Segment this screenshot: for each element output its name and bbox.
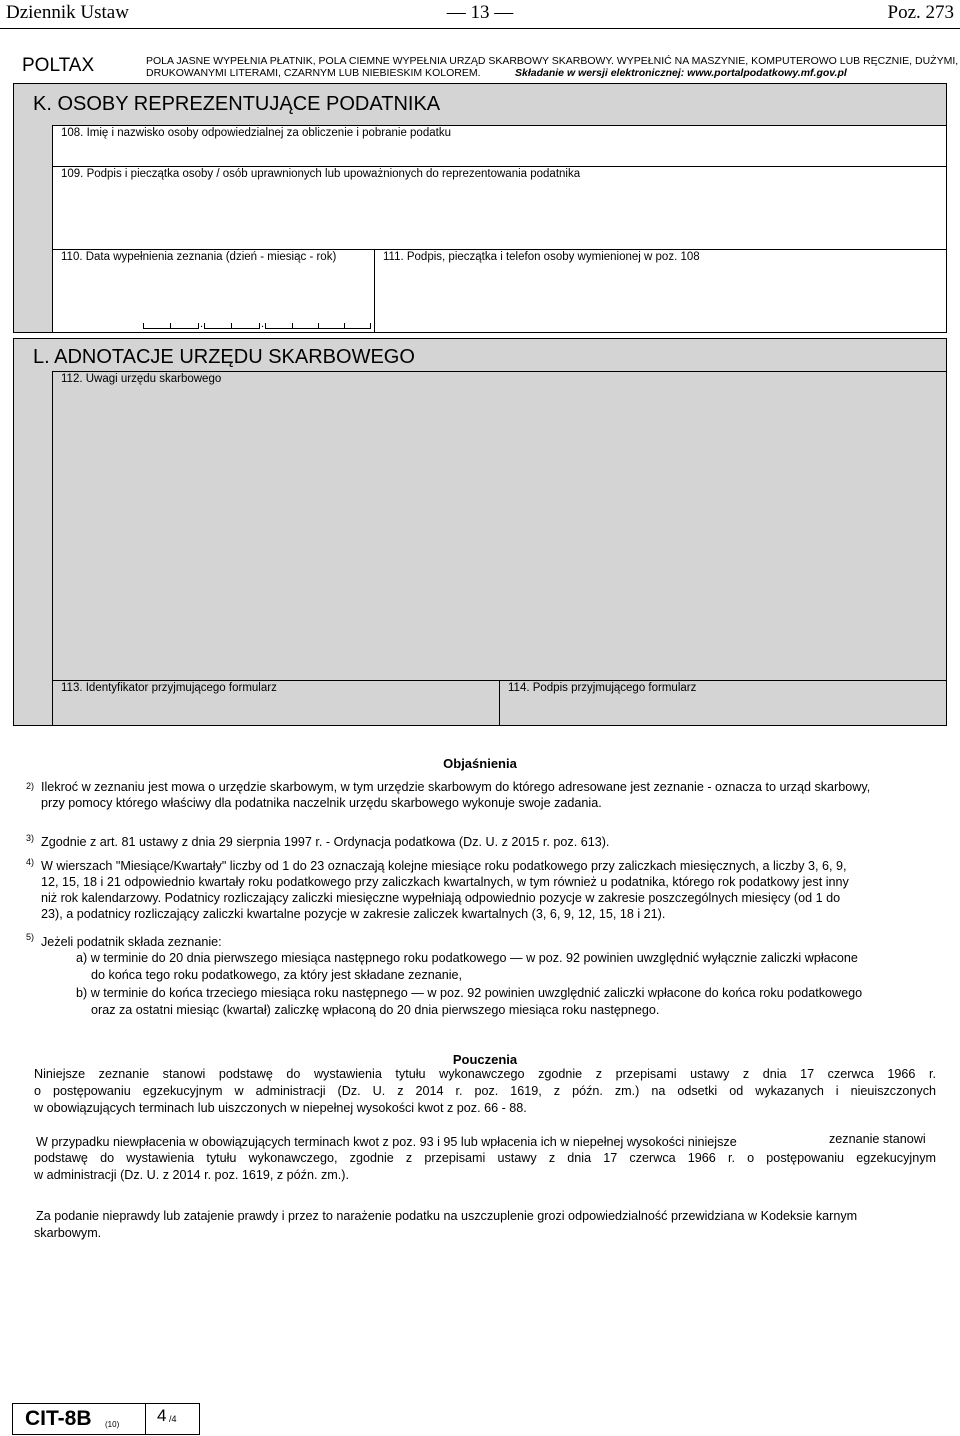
field-110-label: 110. Data wypełnienia zeznania (dzień - miesiąc - rok) — [61, 251, 337, 263]
section-l-title: L. ADNOTACJE URZĘDU SKARBOWEGO — [33, 346, 415, 368]
footnote-5-line1: Jeżeli podatnik składa zeznanie: — [41, 935, 222, 949]
field-108[interactable] — [52, 125, 947, 167]
page-of-current: 4 — [157, 1406, 167, 1425]
field-109[interactable] — [52, 166, 947, 250]
poltax-brand: POLTAX — [22, 55, 95, 76]
fill-instructions-line1: POLA JASNE WYPEŁNIA PŁATNIK, POLA CIEMNE WYPEŁNIA URZĄD SKARBOWY SKARBOWY. WYPEŁNIĆ NA MASZYNIE, KOMPUTEROWO LUB RĘCZNIE, DUŻYMI, — [146, 55, 959, 67]
field-111-label: 111. Podpis, pieczątka i telefon osoby wymienionej w poz. 108 — [383, 251, 700, 263]
footnote-3-line1: Zgodnie z art. 81 ustawy z dnia 29 sierpnia 1997 r. - Ordynacja podatkowa (Dz. U. z 2015 r. poz. 613). — [41, 835, 610, 849]
footnote-5-a-line2: do końca tego roku podatkowego, za który jest składane zeznanie, — [91, 968, 463, 982]
footnote-2-line1: Ilekroć w zeznaniu jest mowa o urzędzie skarbowym, w tym urzędzie skarbowym do którego adresowane jest zeznanie - oznacza to urząd skarbowy, — [41, 780, 871, 794]
date-day-boxes — [143, 323, 199, 329]
position-number: Poz. 273 — [887, 2, 954, 23]
field-114[interactable] — [499, 680, 947, 726]
field-108-label: 108. Imię i nazwisko osoby odpowiedzialnej za obliczenie i pobranie podatku — [61, 127, 451, 139]
instructions-p2-line3: w administracji (Dz. U. z 2014 r. poz. 1619, z późn. zm.). — [34, 1168, 349, 1182]
form-version: (10) — [105, 1420, 120, 1429]
instructions-p1-line3: w obowiązujących terminach lub uiszczonych w niepełnej wysokości kwot z poz. 66 - 88. — [34, 1101, 527, 1115]
date-separator: . — [200, 318, 204, 330]
electronic-filing-note: Składanie w wersji elektronicznej: www.portalpodatkowy.mf.gov.pl — [515, 67, 847, 79]
form-code-box — [12, 1403, 200, 1435]
page-number: — 13 — — [446, 2, 514, 23]
field-111[interactable] — [374, 249, 947, 333]
field-114-label: 114. Podpis przyjmującego formularz — [508, 682, 697, 694]
footnote-5-b-line1: b) w terminie do końca trzeciego miesiąca roku następnego — w poz. 92 powinien uwzględnić zaliczki wpłacone do końca roku podatkowego — [76, 986, 863, 1000]
field-112-label: 112. Uwagi urzędu skarbowego — [61, 373, 222, 385]
field-109-label: 109. Podpis i pieczątka osoby / osób uprawnionych lub upoważnionych do reprezentowania podatnika — [61, 168, 581, 180]
date-separator: . — [261, 318, 265, 330]
instructions-p1-line2: o postępowaniu egzekucyjnym w administracji (Dz. U. z 2014 r. poz. 1619, z późn. zm.) na odsetki od wykazanych i nieuiszczonych — [34, 1084, 936, 1098]
section-k — [13, 83, 947, 333]
field-113[interactable] — [52, 680, 500, 726]
footnote-4-mark: 4) — [26, 857, 35, 867]
date-year-boxes — [265, 323, 371, 329]
page-of-total: /4 — [169, 1414, 177, 1424]
footnote-4-line4: 23), a podatnicy rozliczający zaliczki kwartalne pozycje w zakresie zaliczek kwartalnych (3, 6, 9, 12, 15, 18 i 21). — [41, 907, 666, 921]
explanations-title: Objaśnienia — [443, 756, 517, 771]
footnote-5-b-line2: oraz za ostatni miesiąc (kwartał) zaliczkę wpłaconą do 20 dnia pierwszego miesiąca roku następnego. — [91, 1003, 660, 1017]
instructions-p2-line1: W przypadku niewpłacenia w obowiązujących terminach kwot z poz. 93 i 95 lub wpłacenia ich w niepełnej wysokości niniejsze — [36, 1135, 737, 1149]
instructions-p3-line2: skarbowym. — [34, 1226, 102, 1240]
instructions-p3-line1: Za podanie nieprawdy lub zatajenie prawdy i przez to narażenie podatku na uszczuplenie grozi odpowiedzialność przewidziana w Kodeksie karnym — [36, 1209, 858, 1223]
header-divider — [0, 28, 960, 29]
footnote-2-line2: przy pomocy którego właściwy dla podatnika naczelnik urzędu skarbowego wykonuje swoje zadania. — [41, 796, 602, 810]
footnote-2-mark: 2) — [26, 781, 35, 791]
footnote-5-a-line1: a) w terminie do 20 dnia pierwszego miesiąca następnego roku podatkowego — w poz. 92 powinien uwzględnić wyłącznie zaliczki wpłacone — [76, 951, 858, 965]
footnote-5-mark: 5) — [26, 932, 35, 942]
section-l — [13, 338, 947, 726]
footnote-4-line2: 12, 15, 18 i 21 odpowiednio kwartały roku podatkowego przy zaliczkach kwartalnych, w tym również u podatnika, którego rok podatkowy jest inny — [41, 875, 849, 889]
instructions-p2-line1-end: zeznanie stanowi — [829, 1132, 926, 1146]
form-code-cell — [13, 1404, 146, 1434]
instructions-title: Pouczenia — [452, 1052, 518, 1067]
field-112[interactable] — [52, 371, 947, 681]
date-month-boxes — [204, 323, 260, 329]
field-110[interactable] — [52, 249, 375, 333]
instructions-p2-line2: podstawę do wystawienia tytułu wykonawczego, zgodnie z przepisami ustawy z dnia 17 czerwca 1966 r. o postępowaniu egzekucyjnym — [34, 1151, 936, 1165]
instructions-p1-line1: Niniejsze zeznanie stanowi podstawę do wystawienia tytułu wykonawczego zgodnie z przepisami ustawy z dnia 17 czerwca 1966 r. — [34, 1067, 936, 1081]
journal-title: Dziennik Ustaw — [6, 2, 129, 23]
section-k-title: K. OSOBY REPREZENTUJĄCE PODATNIKA — [33, 93, 441, 115]
field-113-label: 113. Identyfikator przyjmującego formularz — [61, 682, 277, 694]
footnote-4-line1: W wierszach "Miesiące/Kwartały" liczby od 1 do 23 oznaczają kolejne miesiące roku podatkowego przy zaliczkach miesięcznych, a liczby 3, 6, 9, — [41, 859, 847, 873]
fill-instructions-line2: DRUKOWANYMI LITERAMI, CZARNYM LUB NIEBIESKIM KOLOREM. — [146, 67, 481, 79]
form-code: CIT-8B — [25, 1407, 92, 1430]
footnote-4-line3: niż rok kalendarzowy. Podatnicy rozliczający zaliczki miesięczne wypełniają odpowiednio pozycje w zakresie poszczególnych miesięcy (od 1 do — [41, 891, 841, 905]
footnote-3-mark: 3) — [26, 833, 35, 843]
